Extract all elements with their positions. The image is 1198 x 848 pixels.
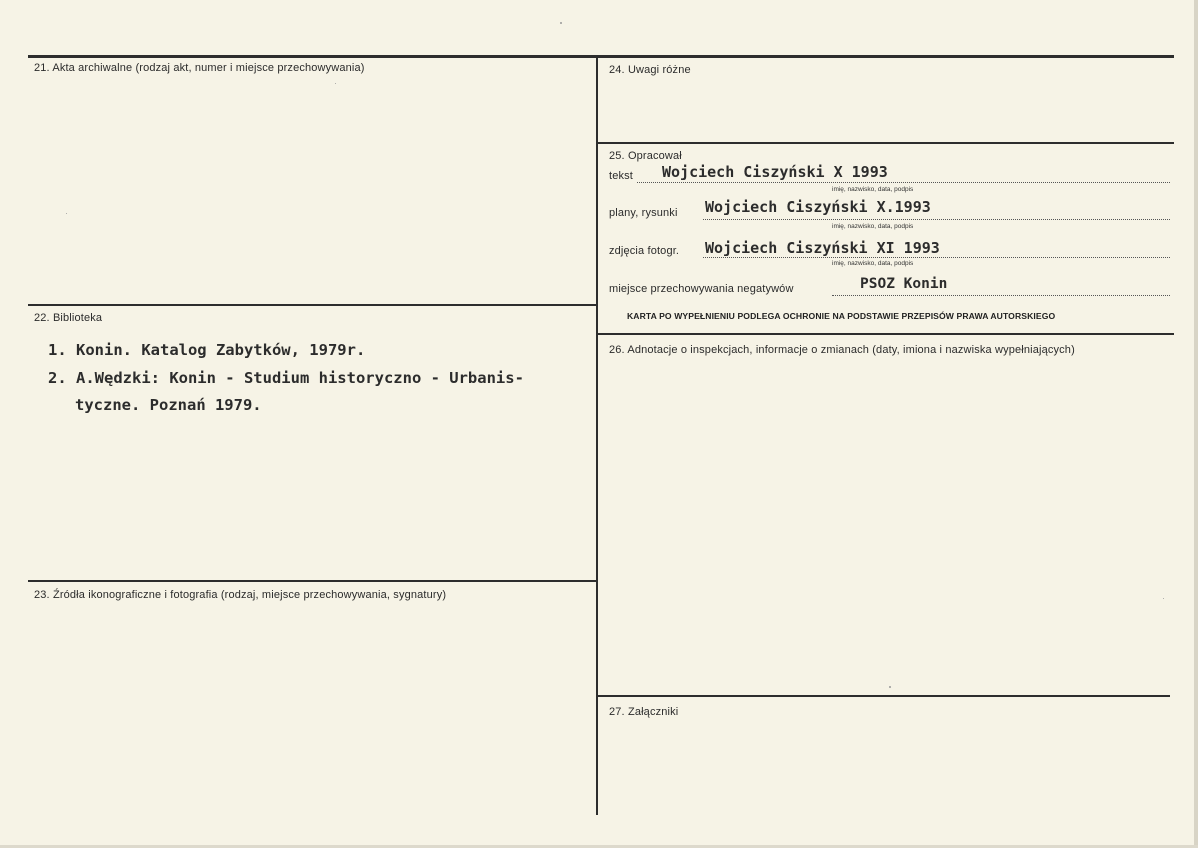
photos-author-hint: imię, nazwisko, data, podpis bbox=[832, 260, 914, 267]
divider-25-26 bbox=[598, 333, 1174, 335]
scan-edge-right bbox=[1194, 0, 1198, 848]
negatives-location-value: PSOZ Konin bbox=[860, 276, 948, 292]
plans-author-value: Wojciech Ciszyński X.1993 bbox=[705, 198, 931, 216]
library-entry-1: 1. Konin. Katalog Zabytków, 1979r. bbox=[48, 341, 366, 359]
library-entry-2: 2. A.Wędzki: Konin - Studium historyczno - Urbanis- bbox=[48, 369, 524, 387]
photos-author-line bbox=[703, 257, 1170, 258]
divider-22-23 bbox=[28, 580, 598, 582]
section-23-label: 23. Źródła ikonograficzne i fotografia (rodzaj, miejsce przechowywania, sygnatury) bbox=[34, 589, 447, 601]
photos-author-label: zdjęcia fotogr. bbox=[609, 245, 680, 257]
copyright-note: KARTA PO WYPEŁNIENIU PODLEGA OCHRONIE NA PODSTAWIE PRZEPISÓW PRAWA AUTORSKIEGO bbox=[627, 311, 1056, 321]
scan-speck bbox=[1163, 598, 1164, 599]
negatives-location-label: miejsce przechowywania negatywów bbox=[609, 283, 794, 295]
section-24-label: 24. Uwagi różne bbox=[609, 64, 691, 76]
section-22-label: 22. Biblioteka bbox=[34, 312, 103, 324]
text-author-value: Wojciech Ciszyński X 1993 bbox=[662, 163, 888, 181]
photos-author-value: Wojciech Ciszyński XI 1993 bbox=[705, 239, 940, 257]
divider-21-22 bbox=[28, 304, 598, 306]
divider-24-25 bbox=[598, 142, 1174, 144]
plans-author-line bbox=[703, 219, 1170, 220]
scan-speck bbox=[889, 686, 891, 688]
plans-author-hint: imię, nazwisko, data, podpis bbox=[832, 223, 914, 230]
negatives-location-line bbox=[832, 295, 1170, 296]
text-author-line bbox=[637, 182, 1170, 183]
divider-26-27 bbox=[598, 695, 1170, 697]
center-divider bbox=[596, 55, 598, 815]
library-entry-2-cont: tyczne. Poznań 1979. bbox=[75, 396, 262, 414]
section-25-label: 25. Opracował bbox=[609, 150, 682, 162]
plans-author-label: plany, rysunki bbox=[609, 207, 678, 219]
section-21-label: 21. Akta archiwalne (rodzaj akt, numer i miejsce przechowywania) bbox=[34, 62, 365, 74]
top-border bbox=[28, 55, 1174, 58]
text-author-label: tekst bbox=[609, 170, 633, 182]
section-26-label: 26. Adnotacje o inspekcjach, informacje o zmianach (daty, imiona i nazwiska wypełniających) bbox=[609, 344, 1075, 356]
scan-speck bbox=[66, 213, 67, 214]
section-27-label: 27. Załączniki bbox=[609, 706, 679, 718]
scan-speck bbox=[560, 22, 562, 24]
text-author-hint: imię, nazwisko, data, podpis bbox=[832, 186, 914, 193]
scan-speck bbox=[335, 83, 336, 84]
